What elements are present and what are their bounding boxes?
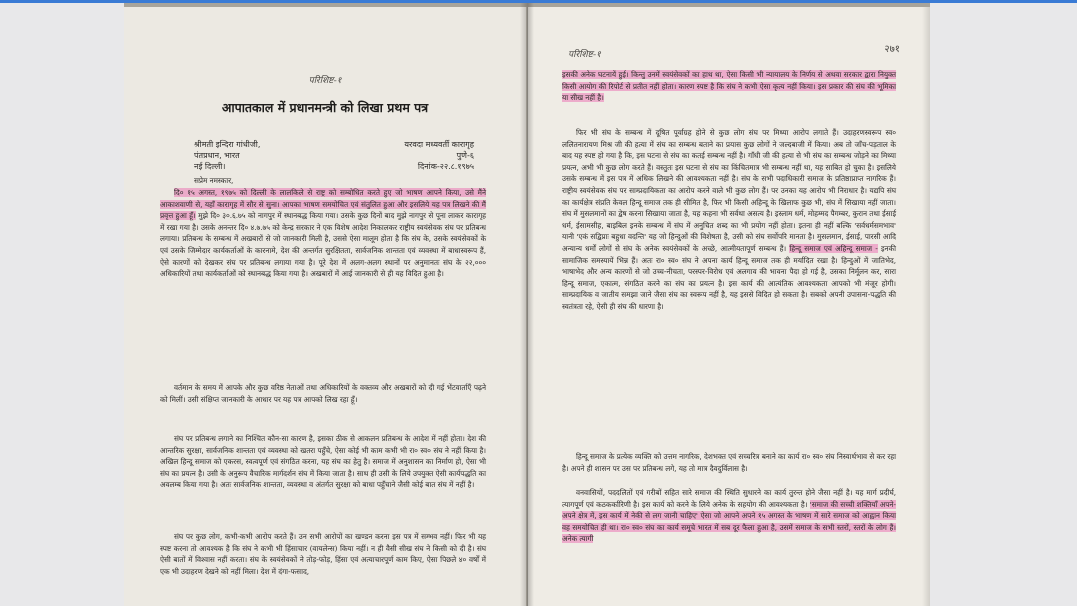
letter-title: आपातकाल में प्रधानमन्त्री को लिखा प्रथम पत्र [221, 100, 429, 115]
sender-line: पुणे-६ [456, 151, 474, 160]
highlighted-text: 'समाज की सच्ची शक्तियाँ अपने-अपने क्षेत्र में, इस कार्य में नेकी से लग जानी चाहिए' ऐसा जो आपने अपने १५ अगस्त के भाषण में सारे समाज को आह्वान किया वह समयोचित ही था। रा० स्व० संघ का कार्य समूचे भारत में सब दूर फैला हुआ है, उसमें समाज के सभी स्तरों, स्तरों के लोग हैं। [562, 499, 896, 532]
recipient-line: पंतप्रधान, भारत [194, 151, 240, 160]
paragraph-1 [160, 187, 486, 280]
highlighted-text: अनेक त्यागी [562, 534, 594, 544]
paragraph-text: वर्तमान के समय में आपके और कुछ वरिष्ठ नेताओं तथा अधिकारियों के वक्तव्य और अखबारों को दी गई भेंटवार्ताएँ पढ़ने को मिलीं। उसी संक्षिप्त जानकारी के आधार पर यह पत्र आपको लिख रहा हूँ। [160, 383, 486, 404]
right-paragraph-1 [562, 69, 896, 104]
right-paragraph-2 [562, 127, 896, 313]
right-running-head: परिशिष्ट-१ [568, 50, 601, 60]
paragraph-2 [160, 382, 486, 405]
highlighted-text: हिन्दू समाज एवं अहिन्दू समाज - [789, 243, 878, 253]
paragraph-text: वनवासियों, पददलितों एवं गरीबों सहित सारे समाज की स्थिति सुधारने का कार्य तुरन्त होने जैसा नहीं है। यह मार्ग प्रदीर्घ, त्यागपूर्ण एवं कठकर्कारिणी है। इस कार्य को करने के लिये अनेक के सहयोग की आवश्यकता है। [562, 488, 896, 509]
recipient-block [194, 139, 260, 172]
sender-block [386, 139, 474, 172]
highlighted-text: दि० १५ अगस्त, १९७५ को दिल्ली के लालकिले से राष्ट्र को सम्बोधित करते हुए जो भाषण आपने किया, उसे मैंने आकाशवाणी से, यहाँ कारागृह में सौर से सुना। आपका भाषण समयोचित एवं संतुलित हुआ और इसलिये यह पत्र लिखने की मैं प्रवृत्त हुआ हूँ। [160, 188, 486, 221]
page-number: २७१ [884, 44, 900, 55]
sender-line: यरवदा मध्यवर्ती कारागृह [404, 140, 474, 149]
left-page [124, 7, 527, 606]
paragraph-3 [160, 433, 486, 491]
salutation: सप्रेम नमस्कार, [194, 176, 234, 185]
sender-line: दिनांक-२२.८.१९७५ [417, 162, 474, 171]
paragraph-text: संघ पर कुछ लोग, कभी-कभी आरोप करते हैं। उन सभी आरोपों का खण्डन करना इस पत्र में सम्भव नहीं। फिर भी यह स्पष्ट करना तो आवश्यक है कि संघ ने कभी भी हिंसाचार (वायलेन्स) किया नहीं। न ही वैसी सीख संघ ने किसी को दी है। संघ ऐसी बातों में विश्वास नहीं करता। संघ के स्वयंसेवकों ने तोड़-फोड़, हिंसा एवं अत्याचारपूर्ण काम किए, ऐसा पिछले ४० वर्षों में एक भी उदाहरण देखने को नहीं मिला। देश में दंगा-फसाद, [160, 532, 486, 576]
paragraph-text: संघ पर प्रतिबन्ध लगाने का निश्चित कौन-सा कारण है, इसका ठीक से आकलन प्रतिबन्ध के आदेश में नहीं होता। देश की आन्तरिक सुरक्षा, सार्वजनिक शान्तता एवं व्यवस्था को खतरा पहुँचे, ऐसा कोई भी काम कभी भी रा० स्व० संघ ने नहीं किया है। अखिल हिन्दू समाज को एकरस, स्वत्वपूर्ण एवं संगठित करना, यह संघ का हेतु है। समाज में अनुशासन का निर्माण हो, ऐसा भी संघ का प्रयत्न है। उसी के अनुरूप वैचारिक मार्गदर्शन संघ में किया जाता है। साथ ही उसी के लिये उपयुक्त ऐसी कार्यपद्धति का अवलम्ब किया गया है। अतः सार्वजनिक शान्तता, व्यवस्था व अंतर्गत सुरक्षा को बाधा पहुँचाने जैसी कोई बात संघ में नहीं है। [160, 434, 486, 490]
book-spread [124, 3, 930, 606]
right-paragraph-3 [562, 451, 896, 474]
page-edge-shadow [922, 7, 930, 606]
right-page [528, 7, 930, 606]
highlighted-text: इसकी अनेक घटनायें हुई। किन्तु उनमें स्वयंसेवकों का हाथ था, ऐसा किसी भी न्यायालय के निर्णय से अथवा सरकार द्वारा नियुक्त किसी आयोग की रिपोर्ट से प्रतीत नहीं होता। कारण स्पष्ट है कि संघ ने कभी ऐसा कृत्य नहीं किया। इस प्रकार की संघ की भूमिका या सीख नहीं है। [562, 70, 896, 103]
right-paragraph-4 [562, 487, 896, 545]
book-gutter [520, 3, 534, 606]
paragraph-text: हिन्दू समाज के प्रत्येक व्यक्ति को उत्तम नागरिक, देशभक्त एवं सच्चरित्र बनाने का कार्य रा० स्व० संघ निस्वार्थभाव से कर रहा है। अपने ही शासन पर उस पर प्रतिबन्ध लगे, यह तो मात्र दैवदुर्विलास है। [562, 452, 896, 473]
paragraph-text: मुझे दि० ३०.६.७५ को नागपुर में स्थानबद्ध किया गया। उसके कुछ दिनों बाद मुझे नागपुर से पूना लाकर कारागृह में रखा गया है। उसके अनन्तर दि० ४.७.७५ को केन्द्र सरकार ने एक विशेष आदेश निकालकर राष्ट्रीय स्वयंसेवक संघ पर प्रतिबन्ध लगाया। प्रतिबन्ध के सम्बन्ध में अखबारों से जो जानकारी मिली है, उससे ऐसा मालूम होता है कि संघ के, उसके स्वयंसेवकों के एवं उसके जिम्मेदार कार्यकर्ताओं के कारनामे, देश की अन्तर्गत सुरक्षितता, सार्वजनिक शान्तता एवं व्यवस्था में बाधास्वरूप हैं, ऐसे कारणों को देखकर संघ पर प्रतिबन्ध लगाया गया है। पूरे देश में अलग-अलग स्थानों पर अनुमानतः संघ के २२,००० अधिकारियों तथा कार्यकर्ताओं को स्थानबद्ध किया गया है। अखबारों में आई जानकारी से ही यह विदित हुआ है। [160, 211, 486, 279]
left-running-head: परिशिष्ट-१ [308, 76, 342, 86]
paragraph-text: फिर भी संघ के सम्बन्ध में दूषित पूर्वाग्रह होने से कुछ लोग संघ पर मिथ्या आरोप लगाते हैं। उदाहरणस्वरूप स्व० ललितनारायण मिश्र जी की हत्या में संघ का सम्बन्ध बताने का प्रयास कुछ लोगों ने जल्दबाजी में किया। अब तो जाँच-पड़ताल के बाद यह स्पष्ट हो गया है कि, इस घटना से संघ का कतई सम्बन्ध नहीं है। गाँधी जी की हत्या से भी संघ का सम्बन्ध जोड़ने का मिथ्या प्रयत्न, अभी भी कुछ लोग करते हैं। वस्तुतः इस घटना से संघ का किंचितमात्र भी सम्बन्ध नहीं था, यह साबित हो चुका है। इसलिये उसके सम्बन्ध में इस पत्र में अधिक लिखने की आवश्यकता नहीं है। संघ के सभी पदाधिकारी समाज के प्रतिष्ठाप्राप्त नागरिक हैं। राष्ट्रीय स्वयंसेवक संघ पर साम्प्रदायिकता का आरोप करने वाले भी कुछ लोग हैं। पर उनका यह आरोप भी निराधार है। यद्यपि संघ का कार्यक्षेत्र संप्रति केवल हिन्दू समाज तक ही सीमित है, फिर भी किसी अहिन्दू के खिलाफ कुछ भी, संघ में सिखाया नहीं जाता। संघ में मुसलमानों का द्वेष करना सिखाया जाता है, यह कहना भी सर्वथा असत्य है। इस्लाम धर्म, मोहम्मद पैगम्बर, कुरान तथा ईसाई धर्म, ईसामसीह, बाइबिल इनके सम्बन्ध में संघ में अनुचित शब्द का भी प्रयोग नहीं होता। इतना ही नहीं बल्कि 'सर्वधर्मसमभाव' यानी 'एकं सद्विप्राः बहुधा वदन्ति' यह जो हिन्दुओं की विशेषता है, उसी को संघ सर्वोपरि मानता है। मुसलमान, ईसाई, पारसी आदि अन्यान्य धर्मों लोगों से संघ के अनेक स्वयंसेवकों के अच्छे, आत्मीयतापूर्ण सम्बन्ध हैं। [562, 128, 896, 253]
recipient-line: नई दिल्ली। [194, 162, 226, 171]
paragraph-text: इनकी सामाजिक समस्यायें भिन्न हैं। अतः रा० स्व० संघ ने अपना कार्य हिन्दू समाज तक ही मर्यादित रखा है। हिन्दुओं में जातिभेद, भाषाभेद और अन्य कारणों से जो उच्च-नीचता, परस्पर-विरोध एवं अलगाव की भावना पैदा हो गई है, उसका निर्मूलन कर, सारा हिन्दू समाज, एकात्म, संगठित करने का संघ का प्रयत्न है। इस कार्य की आत्यंतिक आवश्यकता आपको भी मंजूर होगी। साम्प्रदायिक व जातीय समझा जाने जैसा संघ का स्वरूप नहीं है, यह इससे विदित हो सकता है। सबको अपनी उपासना-पद्धति की स्वतंत्रता रहे, ऐसी ही संघ की धारणा है। [562, 243, 896, 311]
recipient-line: श्रीमती इन्दिरा गांधीजी, [194, 140, 261, 149]
paragraph-4 [160, 531, 486, 577]
